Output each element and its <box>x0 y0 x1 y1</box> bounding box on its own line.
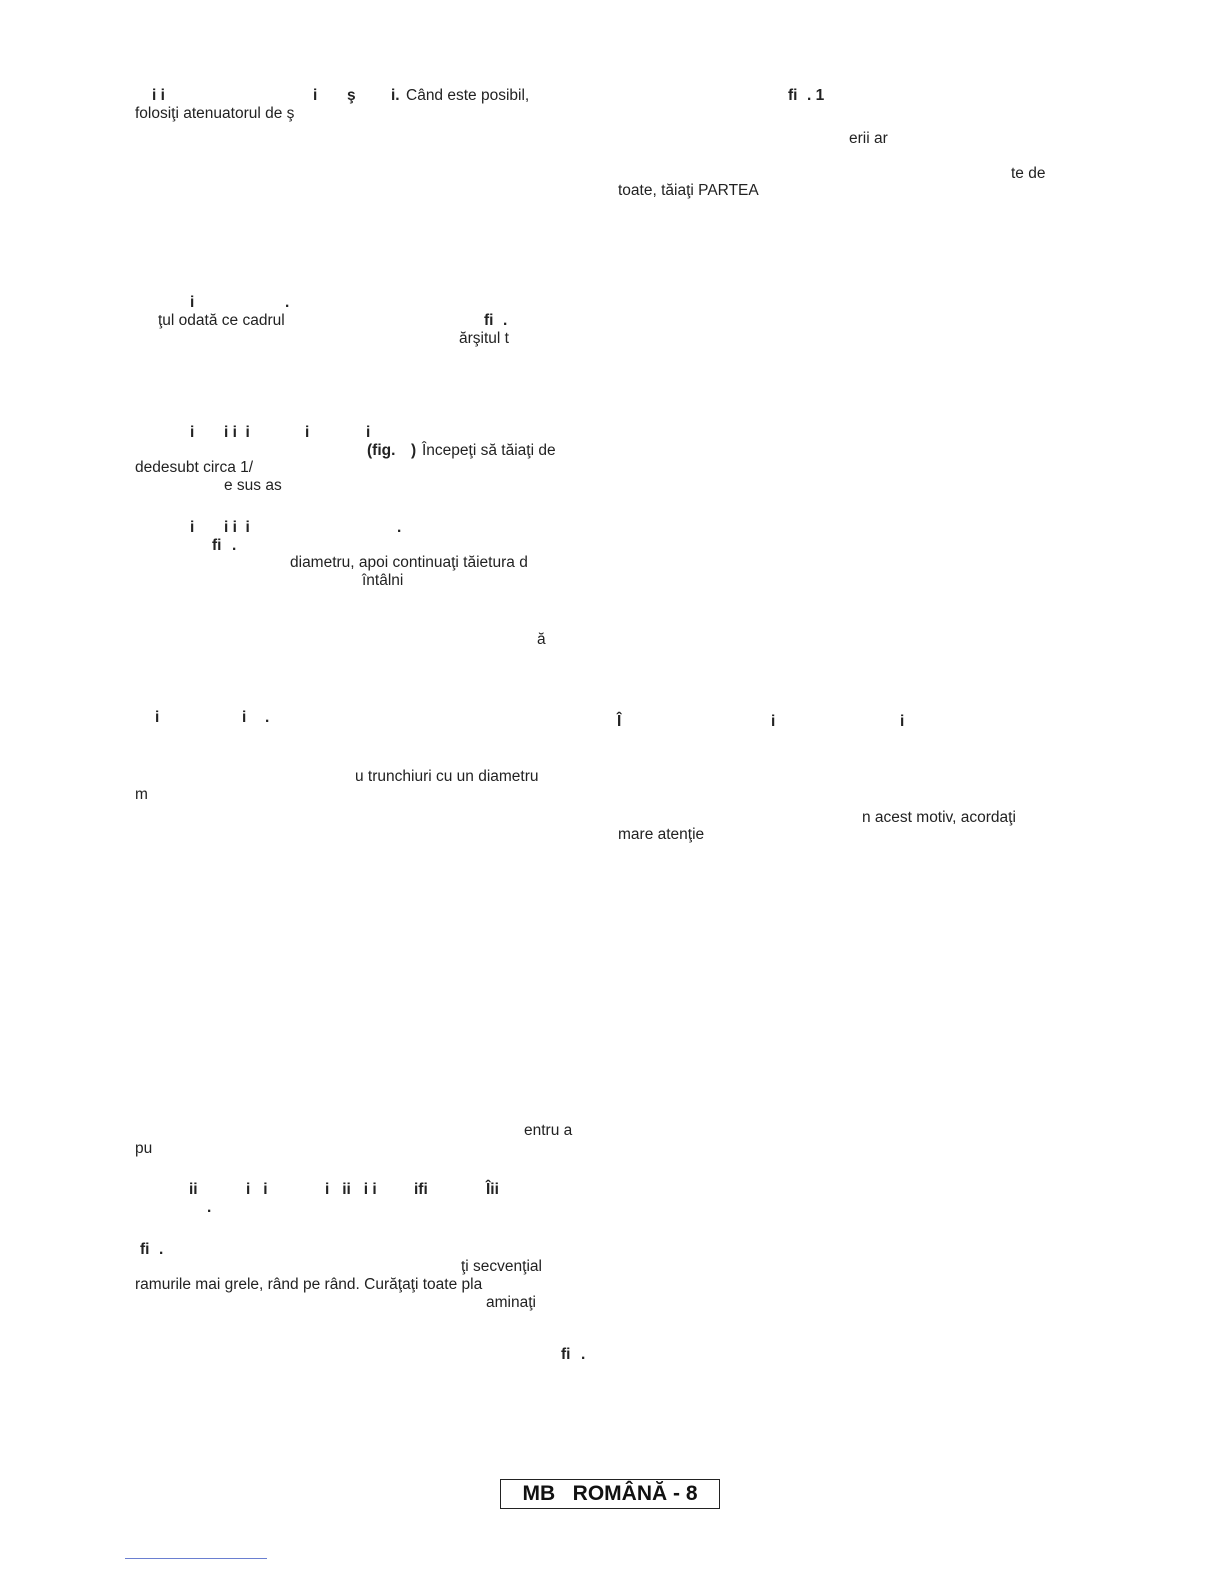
p2-bold-d: . <box>503 312 508 329</box>
p3-text-b: dedesubt circa 1/ <box>135 459 254 476</box>
r1-text-c: toate, tăiaţi PARTEA <box>618 182 759 199</box>
p4-text-a: diametru, apoi continuaţi tăietura d <box>290 554 528 571</box>
p9-bold-b: . <box>581 1346 586 1363</box>
p3-bold-c: i <box>305 424 310 441</box>
r2-text-b: mare atenţie <box>618 826 705 843</box>
p4-bold-c: . <box>397 519 402 536</box>
footer-divider <box>125 1558 267 1559</box>
p4-text-c: ă <box>537 631 546 648</box>
p8-bold-a: fi <box>140 1241 150 1258</box>
p8-text-c: aminaţi <box>486 1294 536 1311</box>
p1-text-a: Când este posibil, <box>406 87 530 104</box>
p3-bold-a: i <box>190 424 195 441</box>
p7-bold-c: i ii i i <box>325 1181 377 1198</box>
p6-text-b: pu <box>135 1140 153 1157</box>
p1-text-b: folosiţi atenuatorul de ş <box>135 105 295 122</box>
p3-text-c: e sus as <box>224 477 282 494</box>
p2-bold-a: i <box>190 294 195 311</box>
p5-text-a: u trunchiuri cu un diametru <box>355 768 539 785</box>
p2-text-a: ţul odată ce cadrul <box>158 312 285 329</box>
p7-bold-a: ii <box>189 1181 198 1198</box>
p5-bold-b: i <box>242 709 247 726</box>
p8-bold-b: . <box>159 1241 164 1258</box>
p5-bold-a: i <box>155 709 160 726</box>
r1-text-b: te de <box>1011 165 1046 182</box>
p7-bold-d: ifi <box>414 1181 428 1198</box>
p4-bold-e: . <box>232 537 237 554</box>
p7-bold-b: i i <box>246 1181 268 1198</box>
p4-bold-a: i <box>190 519 195 536</box>
r1-text-a: erii ar <box>849 130 888 147</box>
p8-text-b: ramurile mai grele, rând pe rând. Curăţaţi toate pla <box>135 1276 483 1293</box>
page-footer-label: MB ROMÂNĂ - 8 <box>500 1479 720 1509</box>
r1-bold-b: . 1 <box>807 87 825 104</box>
p1-bold-c: ş <box>347 87 356 104</box>
p1-bold-b: i <box>313 87 318 104</box>
p3-text-a: Începeţi să tăiaţi de <box>422 442 556 459</box>
p6-text-a: entru a <box>524 1122 573 1139</box>
p3-bold-f: ) <box>411 442 417 459</box>
p5-text-b: m <box>135 786 148 803</box>
p1-bold-d: i. <box>391 87 400 104</box>
p2-text-b: ărşitul t <box>459 330 509 347</box>
p4-bold-d: fi <box>212 537 222 554</box>
p9-bold-a: fi <box>561 1346 571 1363</box>
p4-bold-b: i i i <box>224 519 250 536</box>
p2-bold-c: fi <box>484 312 494 329</box>
r2-text-a: n acest motiv, acordaţi <box>862 809 1016 826</box>
p3-bold-e: (fig. <box>367 442 396 459</box>
p4-text-b: întâlni <box>362 572 404 589</box>
p7-bold-f: . <box>207 1199 212 1216</box>
r2-bold-b: i <box>771 713 776 730</box>
p1-bold-a: i i <box>152 87 165 104</box>
p8-text-a: ţi secvenţial <box>461 1258 542 1275</box>
p3-bold-d: i <box>366 424 371 441</box>
p7-bold-e: Îii <box>486 1181 499 1198</box>
p2-bold-b: . <box>285 294 290 311</box>
p3-bold-b: i i i <box>224 424 250 441</box>
r1-bold-a: fi <box>788 87 798 104</box>
r2-bold-a: Î <box>617 713 622 730</box>
r2-bold-c: i <box>900 713 905 730</box>
p5-bold-c: . <box>265 709 270 726</box>
